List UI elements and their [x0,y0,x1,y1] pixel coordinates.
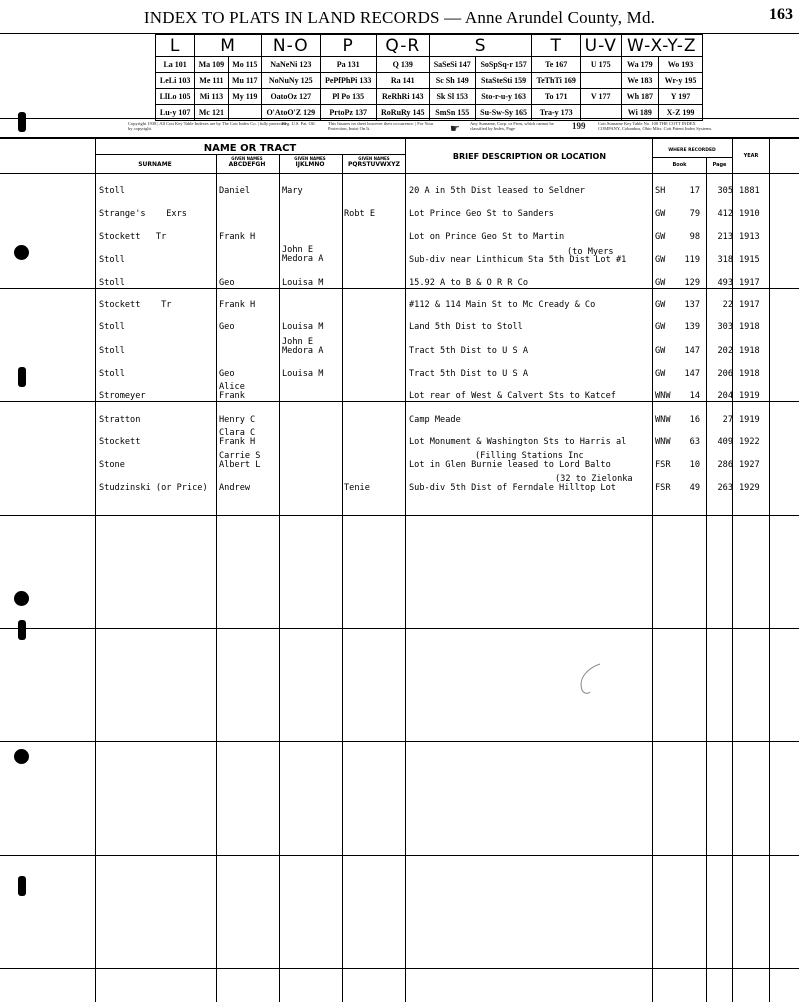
key-cell: Y 197 [659,89,703,105]
description-cell: Camp Meade [409,415,461,425]
key-letter: L [156,35,195,57]
pointing-hand-icon: ☛ [450,122,460,135]
given1-cell: Clara C Frank H [219,428,256,447]
given1-cell: Frank H [219,300,256,310]
block-rule [0,628,799,629]
given2-cell: Mary [282,186,303,196]
block-rule [0,855,799,856]
key-cell: Me 111 [195,73,228,89]
key-cell: Wh 187 [621,89,658,105]
key-cell: Sc Sh 149 [429,73,475,89]
surname-cell: Stoll [99,255,125,265]
surnames-note: Any Surname, Corp. or Firm, which cannot be classified by Index, Page [470,121,554,131]
volume-cell: 147 [684,369,700,379]
description-cell: Tract 5th Dist to U S A [409,369,528,379]
surnames-page: 199 [572,121,586,131]
description-note: (to Myers [567,247,614,257]
description-cell: Land 5th Dist to Stoll [409,322,523,332]
page-cell: 412 [717,209,733,219]
key-cell: O'AtoO'Z 129 [261,105,320,121]
book-cell: GW [655,322,666,332]
year-cell: 1881 [739,186,760,196]
book-cell: WNW [655,415,671,425]
page-title: INDEX TO PLATS IN LAND RECORDS — Anne Arundel County, Md. [143,8,656,27]
surname-cell: Stockett [99,437,141,447]
key-cell: Tra-y 173 [532,105,580,121]
book-cell: GW [655,300,666,310]
table-row [97,382,769,407]
key-letter: W-X-Y-Z [621,35,702,57]
protection-note: This Insures on sheet however their occurrence. | For Your Protection, Insist On It. [328,121,434,131]
given2-cell: Louisa M [282,278,324,288]
description-cell: Tract 5th Dist to U S A [409,346,528,356]
key-cell: Pl Po 135 [320,89,376,105]
volume-cell: 98 [689,232,700,242]
key-row [156,105,703,121]
key-letters-row [156,35,703,57]
description-heading: BRIEF DESCRIPTION OR LOCATION [452,152,607,161]
surname-cell: Studzinski (or Price) [99,483,208,493]
given2-cell: John E Medora A [282,245,324,264]
page-number: 163 [769,6,793,23]
book-cell: FSR [655,460,671,470]
binder-slot [18,876,26,896]
key-row [156,57,703,73]
given3-heading: PQRSTUVWXYZ [348,161,400,168]
key-cell: Mi 113 [195,89,228,105]
volume-cell: 63 [689,437,700,447]
given1-cell: Geo [219,278,235,288]
table-row [97,278,769,294]
key-letter: S [429,35,532,57]
key-cell: PePfPhPi 133 [320,73,376,89]
year-cell: 1927 [739,460,760,470]
volume-cell: 129 [684,278,700,288]
page-cell: 286 [717,460,733,470]
key-cell: La 101 [156,57,195,73]
year-heading: YEAR [743,153,759,159]
key-letter: T [532,35,580,57]
volume-cell: 79 [689,209,700,219]
key-row [156,89,703,105]
volume-cell: 49 [689,483,700,493]
key-cell: SmSn 155 [429,105,475,121]
key-cell: SoSpSq-r 157 [475,57,532,73]
surname-cell: Stoll [99,278,125,288]
block-rule [0,741,799,742]
surname-cell: Strange's Exrs [99,209,187,219]
year-cell: 1919 [739,415,760,425]
book-cell: GW [655,209,666,219]
key-letter: Q-R [376,35,429,57]
name-or-tract-heading: NAME OR TRACT [203,143,297,154]
surname-cell: Stromeyer [99,391,146,401]
page-cell: 206 [717,369,733,379]
key-cell: My 119 [228,89,261,105]
key-cell: ReRhRi 143 [376,89,429,105]
binder-slot [18,367,26,387]
surname-cell: Stoll [99,346,125,356]
table-row [97,369,769,385]
surname-heading: SURNAME [138,161,172,168]
key-cell: NaNeNi 123 [261,57,320,73]
pencil-mark [570,660,610,700]
page-cell: 409 [717,437,733,447]
key-cell: Lu-y 107 [156,105,195,121]
key-cell: To 171 [532,89,580,105]
key-cell: Mu 117 [228,73,261,89]
key-letter: U-V [580,35,621,57]
key-cell [228,105,261,121]
given2-heading: IJKLMNO [295,161,325,168]
key-cell: TeThTi 169 [532,73,580,89]
binder-hole [14,591,29,606]
key-cell: Te 167 [532,57,580,73]
book-page-rule [652,157,732,158]
given3-cell: Robt E [344,209,376,219]
block-rule [0,515,799,516]
book-cell: FSR [655,483,671,493]
key-cell: LeLi 103 [156,73,195,89]
surname-cell: Stoll [99,369,125,379]
binder-slot [18,112,26,132]
key-cell: Ra 141 [376,73,429,89]
key-cell [580,73,621,89]
key-cell: OatoOz 127 [261,89,320,105]
key-row [156,73,703,89]
book-cell: GW [655,346,666,356]
table-row [97,232,769,248]
key-cell: Wo 193 [659,57,703,73]
given1-title: GIVEN NAMES [231,156,263,161]
key-cell: LlLo 105 [156,89,195,105]
given1-cell: Henry C [219,415,256,425]
page-cell: 303 [717,322,733,332]
key-cell: Su-Sw-Sy 165 [475,105,532,121]
volume-cell: 17 [689,186,700,196]
surname-key-table [155,34,703,121]
given2-cell: Louisa M [282,369,324,379]
page-cell: 22 [722,300,733,310]
block-rule [0,968,799,969]
key-cell: X-Z 199 [659,105,703,121]
page-cell: 305 [717,186,733,196]
key-cell: RoRuRy 145 [376,105,429,121]
table-row [97,415,769,431]
trademark-note: Reg. U.S. Pat. Off. [282,121,316,126]
table-row [97,322,769,338]
given1-heading: ABCDEFGH [228,161,266,168]
binder-hole [14,245,29,260]
given1-cell: Carrie S Albert L [219,451,261,470]
page-cell: 493 [717,278,733,288]
key-cell: Mo 115 [228,57,261,73]
volume-cell: 119 [684,255,700,265]
copyright-note: Copyright 1938 | All Cott Key Table Indexes are by The Cott Index Co. | fully protected by copyright. [128,121,287,131]
year-cell: 1918 [739,346,760,356]
description-cell: Lot on Prince Geo St to Martin [409,232,565,242]
surname-cell: Stone [99,460,125,470]
column-line [95,139,96,1002]
page-cell: 263 [717,483,733,493]
column-line [769,139,770,1002]
key-cell: Wa 179 [621,57,658,73]
given1-cell: Alice Frank [219,382,245,401]
surname-cell: Stockett Tr [99,300,172,310]
book-cell: SH [655,186,666,196]
header-mid-rule [96,154,406,155]
year-cell: 1913 [739,232,760,242]
year-cell: 1922 [739,437,760,447]
description-cell: #112 & 114 Main St to Mc Cready & Co [409,300,596,310]
surname-cell: Stockett Tr [99,232,167,242]
key-cell: Mc 121 [195,105,228,121]
year-cell: 1910 [739,209,760,219]
key-cell: Sk Sl 153 [429,89,475,105]
book-cell: GW [655,232,666,242]
year-cell: 1918 [739,369,760,379]
key-cell [580,105,621,121]
key-cell: NoNuNy 125 [261,73,320,89]
volume-cell: 147 [684,346,700,356]
given3-title: GIVEN NAMES [358,156,390,161]
year-cell: 1918 [739,322,760,332]
page-cell: 27 [722,415,733,425]
volume-cell: 14 [689,391,700,401]
given1-cell: Geo [219,322,235,332]
key-cell: Pa 131 [320,57,376,73]
book-cell: GW [655,278,666,288]
table-row [97,300,769,316]
table-row [97,245,769,271]
surname-cell: Stoll [99,186,125,196]
key-cell: Ma 109 [195,57,228,73]
description-cell: 15.92 A to B & O R R Co [409,278,528,288]
key-cell: Sto-r-u-y 163 [475,89,532,105]
year-cell: 1917 [739,300,760,310]
table-row [97,474,769,499]
table-row [97,337,769,362]
key-letter: N-O [261,35,320,57]
key-letter: M [195,35,262,57]
table-row [97,451,769,476]
description-cell: Lot Prince Geo St to Sanders [409,209,554,219]
table-row [97,428,769,453]
page-heading: Page [712,162,727,168]
description-cell: 20 A in 5th Dist leased to Seldner [409,186,585,196]
given1-cell: Andrew [219,483,251,493]
surname-cell: Stratton [99,415,141,425]
given1-cell: Daniel [219,186,251,196]
given2-cell: Louisa M [282,322,324,332]
year-cell: 1919 [739,391,760,401]
book-cell: GW [655,255,666,265]
header-bottom-rule [0,173,799,174]
description-note: (32 to Zielonka [555,474,633,484]
where-recorded-heading: WHERE RECORDED [668,148,716,153]
key-letter: P [320,35,376,57]
description-cell: Lot Monument & Washington Sts to Harris al [409,437,627,447]
description-cell: Sub-div 5th Dist of Ferndale Hilltop Lot [409,483,616,493]
volume-cell: 139 [684,322,700,332]
key-cell: Wi 189 [621,105,658,121]
book-heading: Book [672,162,687,168]
table-row [97,209,769,225]
key-cell: We 183 [621,73,658,89]
page-cell: 204 [717,391,733,401]
year-cell: 1917 [739,278,760,288]
key-cell: SaSeSi 147 [429,57,475,73]
given1-cell: Frank H [219,232,256,242]
description-note: (Filling Stations Inc [475,451,584,461]
book-cell: WNW [655,391,671,401]
key-cell: Wr-y 195 [659,73,703,89]
given3-cell: Tenie [344,483,370,493]
key-cell: PrtoPz 137 [320,105,376,121]
book-cell: WNW [655,437,671,447]
volume-cell: 10 [689,460,700,470]
company-note: Cott Surname Key Table No. 100 THE COTT INDEX COMPANY, Columbus, Ohio Mfrs. Cott Patent Index Systems. [598,121,713,131]
page-cell: 318 [717,255,733,265]
given2-title: GIVEN NAMES [294,156,326,161]
key-cell: U 175 [580,57,621,73]
table-row [97,186,769,202]
page-cell: 202 [717,346,733,356]
year-cell: 1929 [739,483,760,493]
given1-cell: Geo [219,369,235,379]
page-cell: 213 [717,232,733,242]
volume-cell: 137 [684,300,700,310]
year-cell: 1915 [739,255,760,265]
volume-cell: 16 [689,415,700,425]
description-cell: Lot in Glen Burnie leased to Lord Balto [409,460,611,470]
book-cell: GW [655,369,666,379]
key-cell: StaSteSti 159 [475,73,532,89]
key-cell: Q 139 [376,57,429,73]
strip-bottom-rule [0,137,799,139]
binder-hole [14,749,29,764]
surname-cell: Stoll [99,322,125,332]
description-cell: Lot rear of West & Calvert Sts to Katcef [409,391,616,401]
key-cell: V 177 [580,89,621,105]
description-cell: Sub-div near Linthicum Sta 5th Dist Lot #1 [409,255,627,265]
given2-cell: John E Medora A [282,337,324,356]
binder-slot [18,620,26,640]
